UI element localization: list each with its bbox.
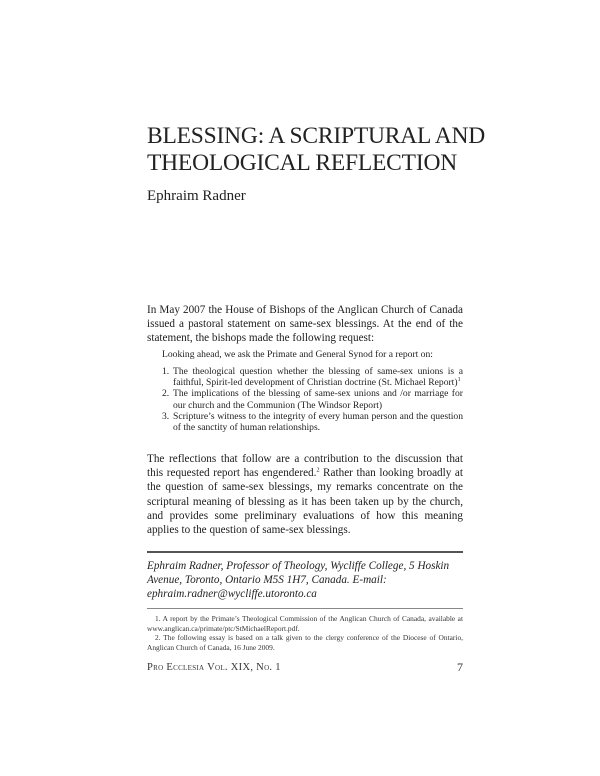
- journal-footer: Pro Ecclesia Vol. XIX, No. 1: [147, 662, 281, 673]
- page-number: 7: [457, 660, 463, 674]
- footnote: 2. The following essay is based on a talk given to the clergy conference of the Diocese of Ontario, Anglican Church of Canada, 16 June 2009.: [147, 633, 463, 653]
- title-line-2: THEOLOGICAL REFLECTION: [147, 150, 457, 176]
- list-item: [162, 366, 463, 388]
- request-list: [162, 366, 463, 433]
- quote-intro: Looking ahead, we ask the Primate and General Synod for a report on:: [162, 349, 433, 360]
- footnote-divider: [147, 608, 463, 609]
- footnote-ref[interactable]: 2: [316, 467, 320, 474]
- author-name: Ephraim Radner: [147, 188, 246, 204]
- title-line-1: BLESSING: A SCRIPTURAL AND: [147, 123, 486, 149]
- footnote-ref[interactable]: 1: [457, 377, 461, 384]
- footnote: 1. A report by the Primate’s Theological Commission of the Anglican Church of Canada, available at www.anglican.ca/primate/ptc/StMichaelReport.pdf.: [147, 614, 463, 633]
- list-item: [162, 411, 463, 433]
- list-item-text: The implications of the blessing of same-sex unions and /or marriage for our church and the Communion (The Windsor Report): [173, 388, 463, 411]
- second-paragraph: [147, 452, 463, 537]
- list-item-number: 3.: [162, 410, 170, 422]
- second-paragraph-text-b: Rather than looking broadly at the question of same-sex blessings, my remarks concentrate on the scriptural meaning of blessing as it has been taken up by the church, and provides some preliminary evaluations of how this meaning applies to the question of same-sex blessings.: [147, 467, 464, 537]
- second-paragraph-text-a: The reflections that follow are a contribution to the discussion that this requested report has engendered.: [147, 453, 463, 480]
- list-item-text: The theological question whether the blessing of same-sex unions is a faithful, Spirit-led development of Christian doctrine (St. Michael Report): [173, 366, 463, 389]
- intro-paragraph: In May 2007 the House of Bishops of the Anglican Church of Canada issued a pastoral statement on same-sex blessings. At the end of the statement, the bishops made the following request:: [147, 304, 463, 345]
- author-affiliation: Ephraim Radner, Professor of Theology, Wycliffe College, 5 Hoskin Avenue, Toronto, Ontario M5S 1H7, Canada. E-mail: ephraim.radner@wycliffe.utoronto.ca: [147, 560, 450, 601]
- article-title: [147, 123, 487, 177]
- footnotes: [147, 614, 463, 653]
- section-divider: [147, 551, 463, 553]
- list-item-text: Scripture’s witness to the integrity of every human person and the question of the sanctity of human relationships.: [173, 410, 463, 434]
- list-item-number: 2.: [162, 388, 170, 400]
- list-item-number: 1.: [162, 366, 170, 377]
- list-item: [162, 388, 463, 410]
